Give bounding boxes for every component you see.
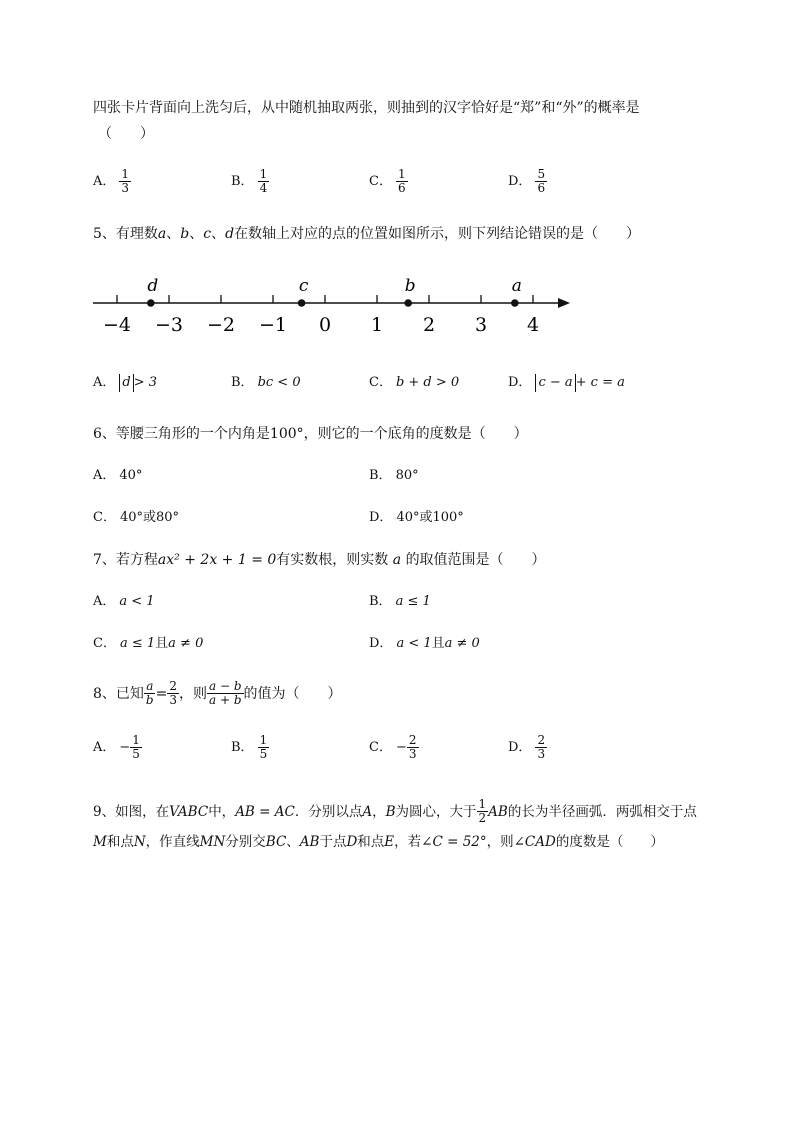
q6-option-b[interactable]: B． 80°: [369, 468, 419, 483]
fraction: $\frac{1}{4}$: [259, 167, 268, 195]
point-label-c: c: [298, 276, 309, 296]
q8-option-a[interactable]: A． − $\frac{1}{5}$: [93, 733, 140, 761]
q9-stem-line2: M和点N，作直线MN分别交BC、AB于点D和点E，若∠C = 52°，则∠CAD的度数是（ ）: [93, 834, 664, 850]
tick-label: −4: [102, 314, 132, 336]
point-label-a: a: [511, 276, 522, 296]
tick-label: −3: [154, 314, 184, 336]
q6-option-d[interactable]: D． 40°或100°: [369, 510, 464, 525]
q4-answer-paren: （ ）: [98, 126, 154, 142]
point-label-b: b: [404, 276, 416, 296]
point-d: [147, 299, 155, 307]
number-line-figure: [88, 270, 578, 340]
q7-option-c[interactable]: C． a ≤ 1 且 a ≠ 0: [93, 636, 204, 651]
point-b: [404, 299, 412, 307]
q4-option-a[interactable]: A． $\frac{1}{3}$: [93, 167, 130, 195]
q6-option-a[interactable]: A． 40°: [93, 468, 143, 483]
q4-option-b[interactable]: B． $\frac{1}{4}$: [231, 167, 268, 195]
q7-stem: 7、若方程ax² + 2x + 1 = 0有实数根，则实数 a 的取值范围是（ ）: [93, 552, 546, 568]
q5-option-c[interactable]: C． b + d > 0: [369, 375, 460, 390]
q5-option-b[interactable]: B． bc < 0: [231, 375, 301, 390]
fraction: $\frac{5}{6}$: [537, 167, 546, 195]
tick-label: −1: [258, 314, 288, 336]
q4-option-d[interactable]: D． $\frac{5}{6}$: [508, 167, 546, 195]
q7-option-b[interactable]: B． a ≤ 1: [369, 594, 431, 609]
q8-option-c[interactable]: C． − $\frac{2}{3}$: [369, 733, 417, 761]
tick-label: 4: [526, 314, 540, 336]
q5-option-a[interactable]: A． d > 3: [93, 375, 158, 390]
point-label-d: d: [147, 276, 159, 296]
fraction: $\frac{1}{6}$: [397, 167, 406, 195]
tick-label: 3: [474, 314, 488, 336]
q6-stem: 6、等腰三角形的一个内角是100°，则它的一个底角的度数是（ ）: [93, 426, 528, 442]
q4-stem: 四张卡片背面向上洗匀后，从中随机抽取两张，则抽到的汉字恰好是“郑”和“外”的概率是: [93, 100, 640, 116]
q6-option-c[interactable]: C． 40°或80°: [93, 510, 180, 525]
q5-option-d[interactable]: D． c − a + c = a: [508, 375, 625, 390]
tick-label: 0: [318, 314, 332, 336]
q4-option-c[interactable]: C． $\frac{1}{6}$: [369, 167, 406, 195]
tick-label: −2: [206, 314, 236, 336]
q5-stem: 5、有理数a、b、c、d在数轴上对应的点的位置如图所示，则下列结论错误的是（ ）: [93, 226, 641, 242]
tick-label: 1: [370, 314, 384, 336]
tick-label: 2: [422, 314, 436, 336]
fraction: $\frac{1}{3}$: [121, 167, 130, 195]
q8-option-d[interactable]: D． $\frac{2}{3}$: [508, 733, 546, 761]
q9-stem-line1: 9、如图，在 VABC 中， AB = AC ．分别以点 A ， B 为圆心，大于 $\frac{1}{2}$ AB 的长为半径画弧．两弧相交于点: [93, 797, 697, 825]
point-a: [511, 299, 519, 307]
point-c: [298, 299, 306, 307]
q7-option-a[interactable]: A． a < 1: [93, 594, 155, 609]
q7-option-d[interactable]: D． a < 1 且 a ≠ 0: [369, 636, 480, 651]
q8-stem: 8、已知 $\frac{a}{b}$ = $\frac{2}{3}$ ，则 $\frac{a - b}{a + b}$ 的值为（ ）: [93, 679, 342, 707]
axis-arrow-icon: [558, 298, 570, 308]
q8-option-b[interactable]: B． $\frac{1}{5}$: [231, 733, 268, 761]
